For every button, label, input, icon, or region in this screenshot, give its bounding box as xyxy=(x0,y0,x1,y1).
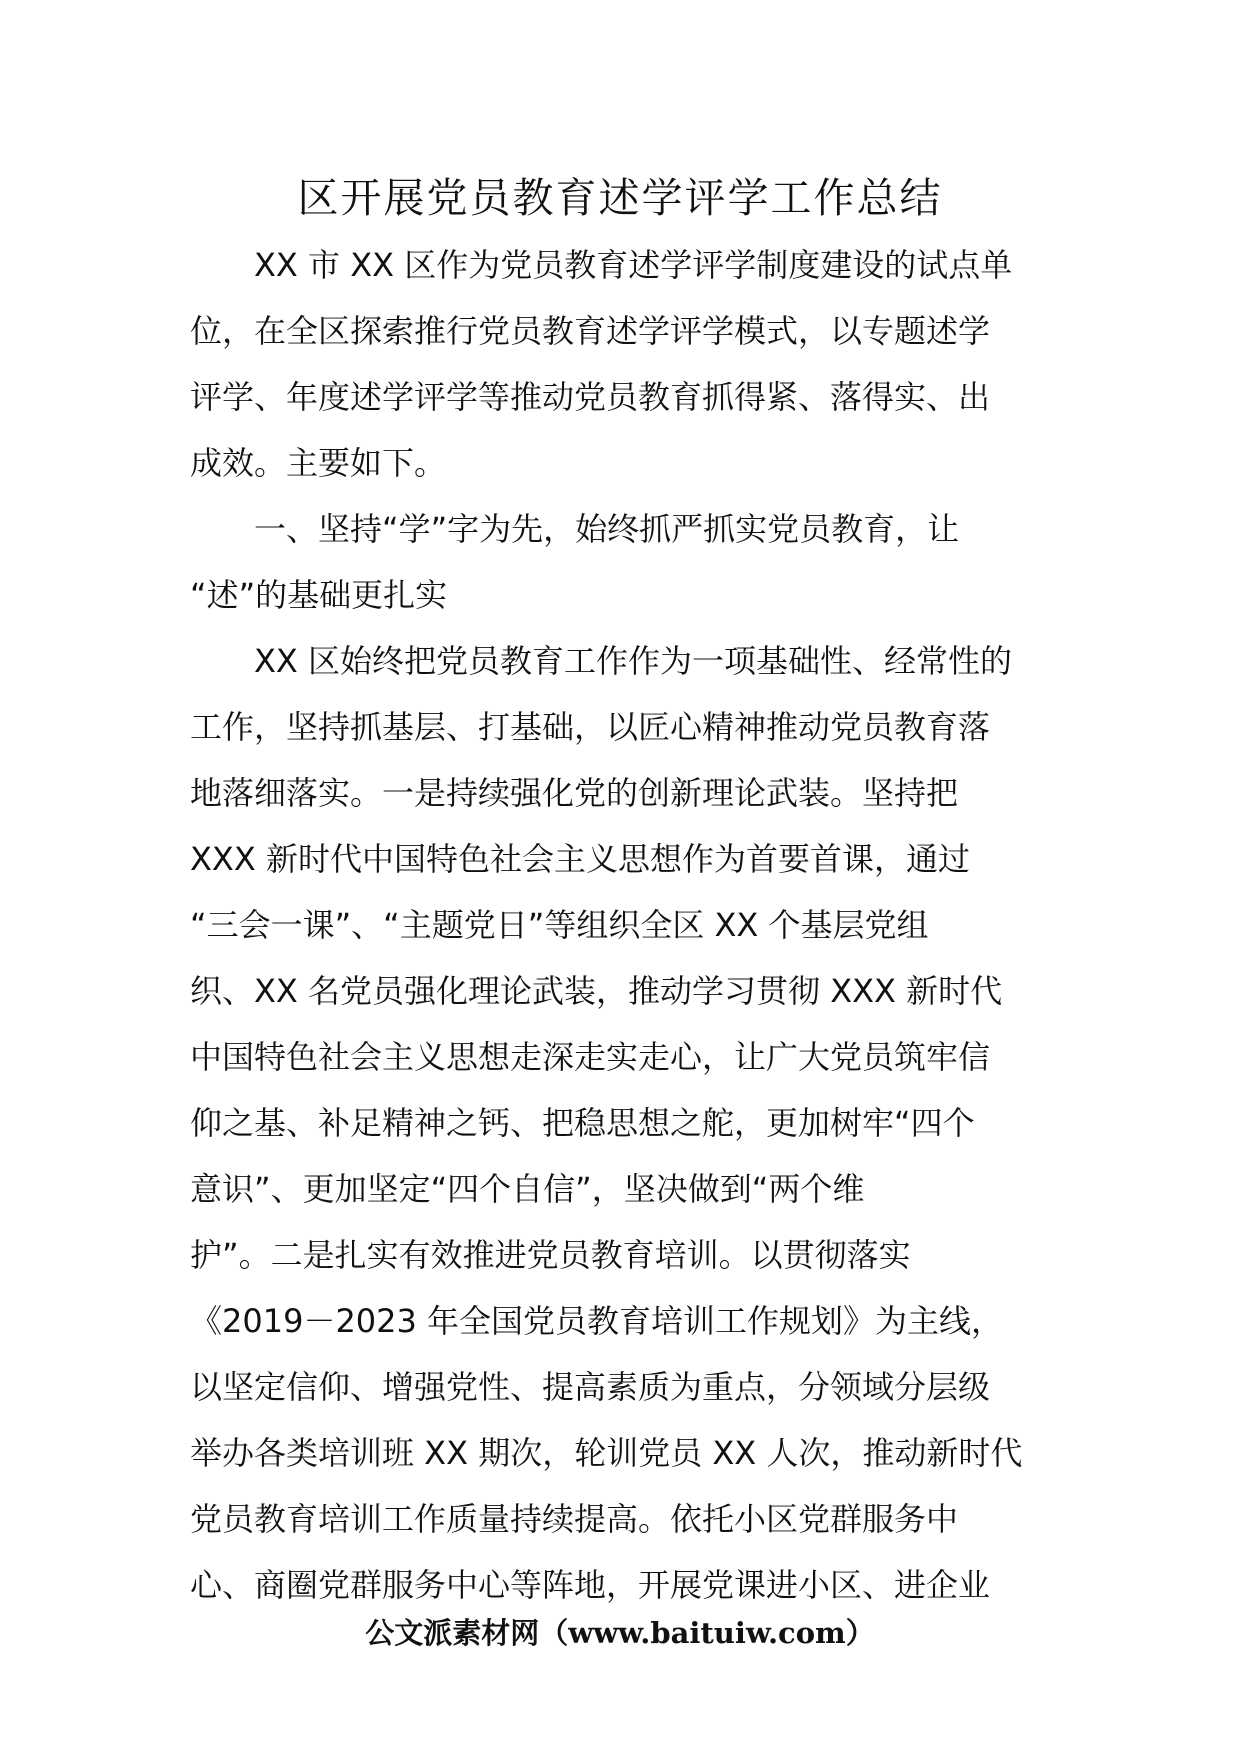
paragraph-line: XX 市 XX 区作为党员教育述学评学制度建设的试点单 xyxy=(254,246,1013,284)
document-body xyxy=(190,232,1050,1618)
footer-watermark: 公文派素材网（www.baituiw.com） xyxy=(365,1616,875,1650)
paragraph-line: “三会一课”、“主题党日”等组织全区 XX 个基层党组 xyxy=(190,906,929,944)
paragraph-line: 工作，坚持抓基层、打基础，以匠心精神推动党员教育落 xyxy=(190,708,991,746)
paragraph-line: XX 区始终把党员教育工作作为一项基础性、经常性的 xyxy=(254,642,1013,680)
paragraph-line: 以坚定信仰、增强党性、提高素质为重点，分领域分层级 xyxy=(190,1368,991,1406)
paragraph-line: 举办各类培训班 XX 期次，轮训党员 XX 人次，推动新时代 xyxy=(190,1434,1023,1472)
paragraph-line: 心、商圈党群服务中心等阵地，开展党课进小区、进企业 xyxy=(190,1566,991,1604)
paragraph-line: 仰之基、补足精神之钙、把稳思想之舵，更加树牢“四个 xyxy=(190,1104,975,1142)
paragraph-line: 织、XX 名党员强化理论武装，推动学习贯彻 XXX 新时代 xyxy=(190,972,1003,1010)
paragraph-line: 地落细落实。一是持续强化党的创新理论武装。坚持把 xyxy=(190,774,959,812)
paragraph-line: 位，在全区探索推行党员教育述学评学模式，以专题述学 xyxy=(190,312,991,350)
section-heading-line: “述”的基础更扎实 xyxy=(190,576,448,614)
paragraph-line: 党员教育培训工作质量持续提高。依托小区党群服务中 xyxy=(190,1500,959,1538)
paragraph-line: 《2019－2023 年全国党员教育培训工作规划》为主线， xyxy=(190,1302,1004,1340)
document-title: 区开展党员教育述学评学工作总结 xyxy=(297,174,943,222)
paragraph-line: 评学、年度述学评学等推动党员教育抓得紧、落得实、出 xyxy=(190,378,991,416)
paragraph-line: 中国特色社会主义思想走深走实走心，让广大党员筑牢信 xyxy=(190,1038,991,1076)
paragraph-line: 护”。二是扎实有效推进党员教育培训。以贯彻落实 xyxy=(190,1236,911,1274)
section-heading-line: 一、坚持“学”字为先，始终抓严抓实党员教育，让 xyxy=(254,510,960,548)
paragraph-line: XXX 新时代中国特色社会主义思想作为首要首课，通过 xyxy=(190,840,970,878)
paragraph-line: 意识”、更加坚定“四个自信”，坚决做到“两个维 xyxy=(190,1170,865,1208)
paragraph-line: 成效。主要如下。 xyxy=(190,444,447,482)
